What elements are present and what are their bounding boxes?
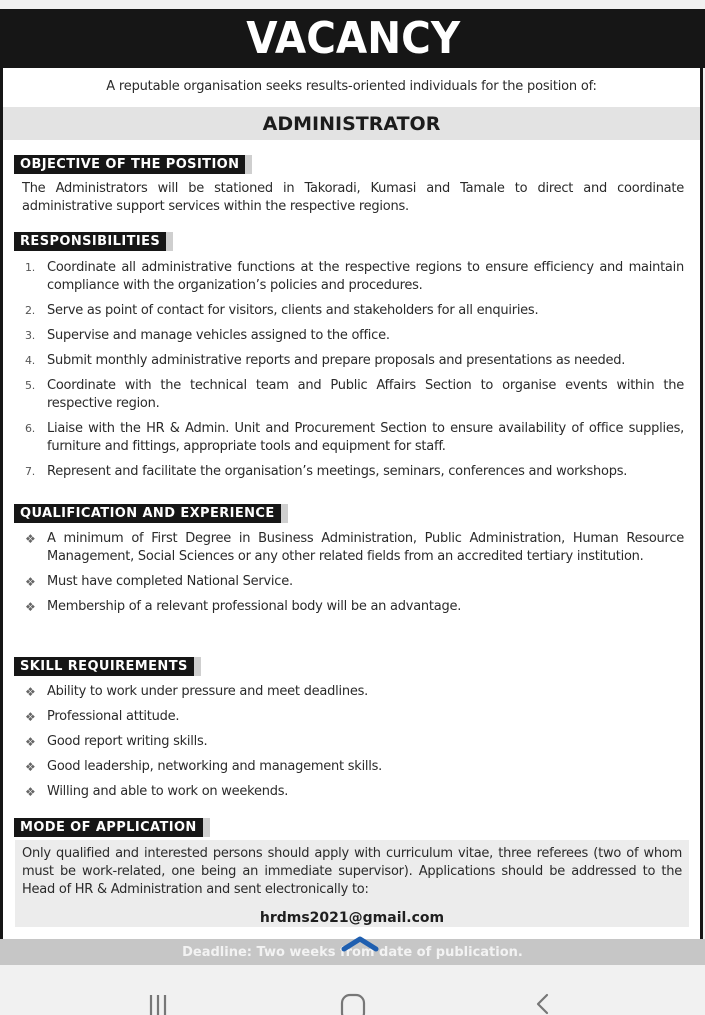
list-item (17, 530, 684, 566)
vacancy-poster (0, 9, 703, 939)
poster-title: VACANCY (246, 13, 460, 64)
intro-text: A reputable organisation seeks results-oriented individuals for the position of: (106, 79, 597, 94)
application-text: Only qualified and interested persons should apply with curriculum vitae, three referees (two of whom must be work-related, one being an immediate supervisor). Applications should be addressed to the Head of HR & Administration and sent electronically to: (22, 846, 682, 897)
list-item (17, 259, 684, 295)
section-heading-objective: OBJECTIVE OF THE POSITION (14, 155, 245, 174)
list-number: 2. (25, 304, 35, 317)
list-item-text: Ability to work under pressure and meet deadlines. (47, 684, 368, 699)
position-band (3, 107, 700, 140)
list-item (17, 598, 684, 616)
list-number: 4. (25, 354, 35, 367)
list-item-text: Must have completed National Service. (47, 574, 293, 589)
list-item (17, 733, 684, 751)
list-item-text: Willing and able to work on weekends. (47, 784, 289, 799)
list-item-text: Professional attitude. (47, 709, 180, 724)
diamond-bullet-icon: ❖ (25, 600, 36, 614)
diamond-bullet-icon: ❖ (25, 785, 36, 799)
back-icon[interactable] (534, 993, 550, 1015)
list-item (17, 708, 684, 726)
responsibilities-list (17, 259, 684, 488)
list-item-text: Liaise with the HR & Admin. Unit and Procurement Section to ensure availability of office supplies, furniture and fittings, appropriate tools and equipment for staff. (47, 421, 684, 454)
section-heading-qualification: QUALIFICATION AND EXPERIENCE (14, 504, 281, 523)
list-item (17, 327, 684, 345)
section-heading-responsibilities: RESPONSIBILITIES (14, 232, 166, 251)
list-item (17, 377, 684, 413)
list-item (17, 463, 684, 481)
home-icon[interactable] (340, 993, 366, 1015)
qualification-list (17, 530, 684, 623)
deadline-text: Deadline: Two weeks from date of publication. (182, 944, 523, 960)
list-item (17, 758, 684, 776)
list-number: 7. (25, 465, 35, 478)
position-title: ADMINISTRATOR (262, 112, 441, 135)
list-item-text: Serve as point of contact for visitors, clients and stakeholders for all enquiries. (47, 303, 539, 318)
section-heading-skills: SKILL REQUIREMENTS (14, 657, 194, 676)
recent-apps-icon[interactable] (148, 993, 168, 1015)
list-item-text: Good report writing skills. (47, 734, 208, 749)
diamond-bullet-icon: ❖ (25, 575, 36, 589)
list-item-text: Represent and facilitate the organisation’s meetings, seminars, conferences and workshops. (47, 464, 628, 479)
system-navigation-bar (0, 965, 705, 1014)
section-heading-application: MODE OF APPLICATION (14, 818, 203, 837)
list-item (17, 302, 684, 320)
list-item (17, 420, 684, 456)
diamond-bullet-icon: ❖ (25, 532, 36, 546)
list-number: 6. (25, 422, 35, 435)
list-number: 1. (25, 261, 35, 274)
list-item-text: Coordinate with the technical team and Public Affairs Section to organise events within the respective region. (47, 378, 684, 411)
objective-text: The Administrators will be stationed in Takoradi, Kumasi and Tamale to direct and coordinate administrative support services within the respective regions. (22, 181, 684, 214)
list-item (17, 783, 684, 801)
list-item-text: Membership of a relevant professional body will be an advantage. (47, 599, 462, 614)
skills-list (17, 683, 684, 808)
diamond-bullet-icon: ❖ (25, 735, 36, 749)
chevron-up-icon[interactable] (340, 934, 380, 952)
diamond-bullet-icon: ❖ (25, 710, 36, 724)
title-bar (0, 9, 705, 68)
list-number: 5. (25, 379, 35, 392)
list-item (17, 683, 684, 701)
application-email[interactable]: hrdms2021@gmail.com (259, 910, 445, 926)
list-item-text: Submit monthly administrative reports and prepare proposals and presentations as needed. (47, 353, 626, 368)
list-number: 3. (25, 329, 35, 342)
list-item (17, 352, 684, 370)
list-item-text: A minimum of First Degree in Business Administration, Public Administration, Human Resource Management, Social Sciences or any other related fields from an accredited tertiary institution. (47, 531, 684, 564)
application-box (15, 840, 689, 927)
list-item-text: Good leadership, networking and management skills. (47, 759, 383, 774)
list-item (17, 573, 684, 591)
diamond-bullet-icon: ❖ (25, 685, 36, 699)
list-item-text: Supervise and manage vehicles assigned to the office. (47, 328, 390, 343)
list-item-text: Coordinate all administrative functions at the respective regions to ensure efficiency and maintain compliance with the organization’s policies and procedures. (47, 260, 684, 293)
diamond-bullet-icon: ❖ (25, 760, 36, 774)
